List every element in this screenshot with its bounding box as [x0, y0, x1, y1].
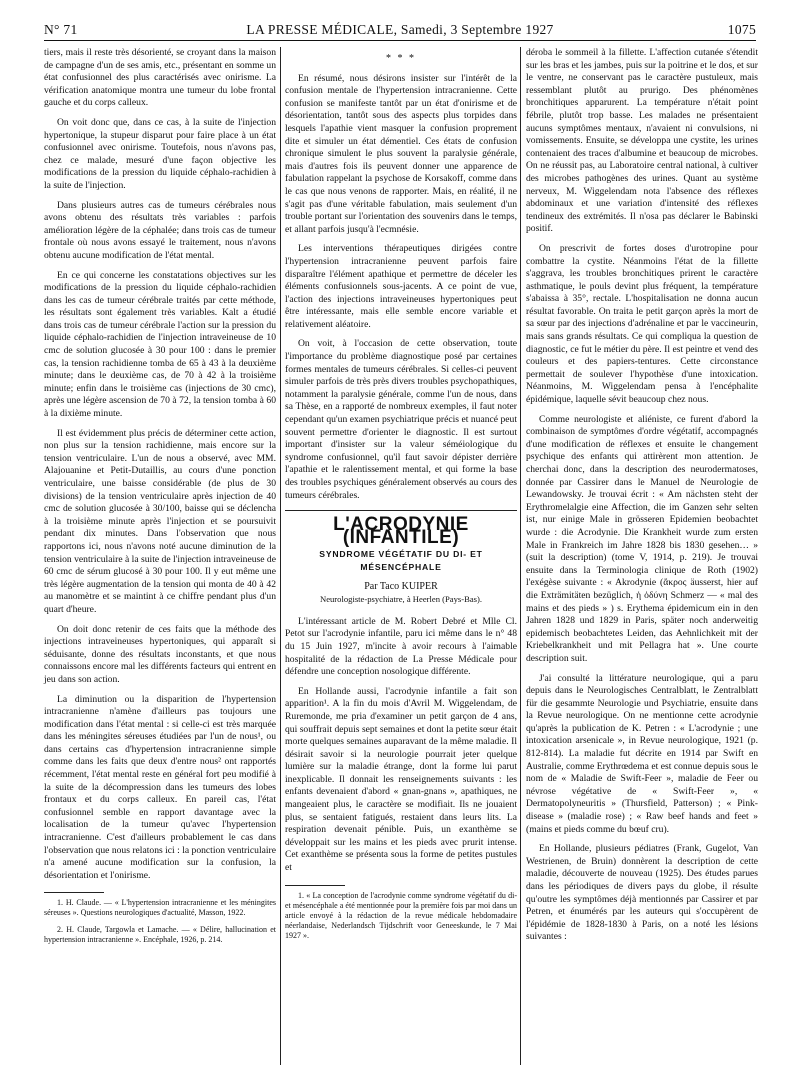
body-paragraph: Les interventions thérapeutiques dirigées contre l'hypertension intracranienne peuvent parfois faire disparaître l'élément apathique et permettre de déceler les éléments confusionnels sous-jacents. A ce point de vue, l'action des injections intraveineuses hypertoniques peut être intéressante, mais elle semble encore variable et relativement aléatoire.	[285, 243, 517, 330]
footnote: 2. H. Claude, Targowla et Lamache. — « Délire, hallucination et hypertension intracranienne ». Encéphale, 1926, p. 214.	[44, 925, 276, 945]
body-paragraph: Dans plusieurs autres cas de tumeurs cérébrales nous avons obtenu des résultats très variables : parfois amélioration légère de la céphalée; dans trois cas de tumeur frontale où nous avons essayé le traitement, nous n'avons obtenu aucune modification de l'état mental.	[44, 199, 276, 261]
column-divider	[520, 47, 521, 1065]
body-paragraph: J'ai consulté la littérature neurologique, qui a paru depuis dans le Neurologisches Centralblatt, le Zentralblatt für die gesammte Neurologie und Psychiatrie, ensuite dans la Revue neurologique. On ne mentionne cette acrodynie qu'après la publication de K. Petren : « L'acrodynie ; une intoxication arsenicale », in Revue neurologique, 1921 (p. 812-814). La maladie fut décrite en 1914 par Swift en Australie, comme Erythrœdema et est connue depuis sous le nom de « Maladie de Swift-Feer », maladie de Feer ou névrose végétative de « Swift-Feer », « Dermatopolyneuritis » (Thursfield, Patterson) ; « Pink-disease » (maladie rose) ; « Raw beef hands and feet » (mains et pieds comme du bœuf cru).	[526, 672, 758, 835]
body-paragraph: La diminution ou la disparition de l'hypertension intracranienne n'amène d'ailleurs pas toujours une modification dans l'état mental : si celle-ci est très marquée dans les méningites séreuses étudiées par l'un de nous¹, ou dans certains cas d'hypertension intracranienne simple comme dans les faits que deux d'entre nous² ont rapportés récemment, l'état mental reste en général fort peu modifié à la suite de la décompression dans les tumeurs des lobes frontaux et du corps calleux. En pareil cas, l'état confusionnel semble en rapport davantage avec la localisation de la tumeur qu'avec l'hypertension intracranienne. C'est d'ailleurs probablement le cas dans l'observation que nous relatons ici : la ponction ventriculaire n'a amené aucune modification sur la confusion, la désorientation et l'onirisme.	[44, 693, 276, 881]
body-paragraph: On prescrivit de fortes doses d'urotropine pour combattre la cystite. Néanmoins l'état de la fillette s'aggrava, les troubles bronchitiques prirent le caractère asthmatique, le pouls devint plus fréquent, la température s'abaissa à 35°, rectale. L'hospitalisation ne donna aucun résultat favorable. On traita le petit garçon après la mort de sa sœur par des injections d'adrénaline et par le vaccineurin, mais sans grands résultats. Ce qui compliqua la question de diagnostic, ce fut le métier du père. Il est peintre et vend des couleurs et des papiers-tentures. Cette circonstance permettait de soulever l'hypothèse d'une intoxication. Néanmoins, M. Wiggelendam pensa à l'encéphalite épidémique, laquelle sévit beaucoup chez nous.	[526, 242, 758, 406]
page-number: 1075	[727, 22, 756, 37]
journal-title: LA PRESSE MÉDICALE, Samedi, 3 Septembre 1927	[246, 22, 554, 37]
body-paragraph: En ce qui concerne les constatations objectives sur les modifications de la pression du liquide céphalo-rachidien dans les cas de tumeur cérébrale traités par cette méthode, les résultats sont également très variables. Kalt a étudié dans trois cas de tumeur cérébrale l'action sur la pression du liquide céphalo-rachidien de l'injection intraveineuse de 10 cmc de solution glucosée à 30 pour 100 : dans le premier cas, la tension rachidienne tomba de 65 à 43 à la deuxième minute; dans le deuxième cas, de 70 à 42 à la troisième minute; enfin dans le troisième cas (injections de 30 cmc), après une légère ascension de 70 à 72, la tension tomba à 60 à la dixième minute.	[44, 269, 276, 420]
author-affiliation: Neurologiste-psychiatre, à Heerlen (Pays-Bas).	[319, 594, 483, 605]
article-subtitle: SYNDROME VÉGÉTATIF DU DI- ET MÉSENCÉPHALE	[319, 549, 483, 572]
text-column-3	[526, 47, 758, 951]
footnote: 1. « La conception de l'acrodynie comme syndrome végétatif du di- et mésencéphale a été mentionnée pour la première fois par moi dans un article envoyé à la rédaction de la revue médicale hebdomadaire néerlandaise, Nederlandsch Tijdschrift voor Geneeskunde, le 7 Mai 1927 ».	[285, 890, 517, 940]
footnote-rule	[285, 885, 345, 886]
footnote: 1. H. Claude. — « L'hypertension intracranienne et les méningites séreuses ». Questions neurologiques d'actualité, Masson, 1922.	[44, 898, 276, 918]
body-paragraph: En résumé, nous désirons insister sur l'intérêt de la confusion mentale de l'hypertension intracranienne. Cette confusion se manifeste tantôt par un état d'onirisme et de désorientation, tantôt sous des aspects plus torpides dans lesquels l'apathie vient masquer la confusion proprement dite et simuler un état démentiel. Ces états de confusion chronique simulent le plus souvent la paralysie générale, mais d'autres fois ils peuvent donner une apparence de fabulation rappelant la psychose de Korsakoff, comme dans le cas que nous venons de rapporter. Mais, en réalité, il ne s'agit pas d'une véritable fabulation, mais seulement d'un trouble portant sur l'orientation des souvenirs dans le temps, et allant parfois jusqu'à l'ecmnésie.	[285, 72, 517, 235]
body-paragraph: En Hollande aussi, l'acrodynie infantile a fait son apparition¹. A la fin du mois d'Avril M. Wiggelendam, de Ruremonde, me pria d'examiner un petit garçon de 4 ans, qui souffrait depuis sept semaines et dont la petite sœur était morte quelques semaines auparavant de la même maladie. Il désirait savoir si la neurologie pourrait jeter quelque lumière sur la maladie étrange, dont la forme lui parut inexplicable. Il donnait les renseignements suivants : les enfants devenaient d'abord « gnan-gnans », apathiques, ne mangeaient plus, le caractère se modifiait. Ils ne jouaient plus, se sentaient fatigués, restaient dans leurs lits. La respiration devenait pénible. Puis, un exanthème se développait sur les mains et les pieds avec prurit intense. Cet exanthème se présenta sous la forme de petites pustules et	[285, 685, 517, 874]
body-paragraph: On doit donc retenir de ces faits que la méthode des injections intraveineuses hypertoniques, qui apparaît si séduisante, donne des résultats inconstants, et que nous connaissons encore mal les différents facteurs qui entrent en jeu dans son action.	[44, 623, 276, 685]
running-header	[44, 22, 756, 40]
text-column-2	[285, 47, 517, 948]
body-paragraph: Il est évidemment plus précis de déterminer cette action, non plus sur la tension rachidienne, mais encore sur la tension ventriculaire. L'un de nous a observé, avec MM. Alajouanine et Petit-Dutaillis, au cours d'une ponction ventriculaire, une baisse considérable (de plus de 30 divisions) de la tension ventriculaire après injection de 40 cmc de solution glucosée à 30/100, baisse qui se déclencha à la troisième minute après l'injection et se poursuivit pendant dix minutes. Dans l'observation que nous rapportons ici, nous n'avons noté aucune diminution de la tension ventriculaire à la suite de l'injection intraveineuse de 60 cmc de sérum glucosé à 30 pour 100. Il y eut même une très légère augmentation de la tension qui monta de 40 à 42 au manomètre et se maintint à ce chiffre pendant plus d'un quart d'heure.	[44, 427, 276, 615]
body-paragraph: Comme neurologiste et aliéniste, ce furent d'abord la combinaison de symptômes d'ordre végétatif, accompagnés d'une modification de réflexes et ensuite le changement psychique des enfants qui attirèrent mon attention. Je cherchai donc, dans la description des neurodermatoses, donnée par Cassirer dans le Manuel de Neurologie de Lewandowsky. Je trouvai écrit : « Am nächsten steht der Erythromelalgie eine Affection, die im Ganzen sehr selten ist, nur einige Male in grösseren Epidemien beobachtet wurde : die Acrodynie. Die Krankheit wurde zum ersten Male in Frankreich im Jahre 1828 bis 1830 gesehen… » (suit la description) (tome V, 1914, p. 219). Je trouvai ensuite dans la Terminologia clinique de Roth (1902) l'exégèse suivante : « Akrodynie (ἄκρος äusserst, hier auf die Exträmitäten bezüglich, ἡ ὀδύνη Schmerz — « mal des mains et des pieds » ) s. Erythema épidemicum ein in den Jahren 1828 und 1829 in Paris, später noch anderweitig epidemisch beobachtetes Leiden, das Aehnlichkeit mit der Kriebelkrankheit und mit Pellagra hat ». Une courte description suit.	[526, 413, 758, 664]
article-author: Par Taco KUIPER	[364, 580, 438, 592]
article-separator-rule	[285, 510, 517, 511]
footnote-rule	[44, 892, 104, 893]
body-paragraph: tiers, mais il reste très désorienté, se croyant dans la maison de campagne d'un de ses amis, etc., présentant en somme un état confusionnel des plus caractérisés avec onirisme. La vérification anatomique montra une tumeur du lobe frontal gauche et du corps calleux.	[44, 47, 276, 109]
column-divider	[280, 47, 281, 1065]
body-paragraph: En Hollande, plusieurs pédiatres (Frank, Gugelot, Van Westrienen, de Bruin) donnèrent la description de cette maladie, découverte de nouveau (1925). Des études parues dans les périodiques de divers pays du globe, il résulte qu'outre les symptômes déjà mentionnés par Cassirer et par Petren, et énumérés par les auteurs qui s'occupèrent de l'épidémie de 1828-1830 à Paris, on a noté les lésions suivantes :	[526, 843, 758, 943]
section-separator: * * *	[386, 53, 416, 64]
body-paragraph: déroba le sommeil à la fillette. L'affection cutanée s'étendit sur les bras et les jambes, puis sur la poitrine et le dos, et sur le ventre, ne conservant pas le caractère pustuleux, mais ressemblant plutôt au prurigo. Des phénomènes bronchitiques apparurent. La température n'était point fébrile, plutôt trop basse. Les malades ne présentaient aucuns symptômes mentaux, n'avaient ni convulsions, ni vomissements. Ensuite, se développa une cystite, les urines contenaient des traces d'albumine et beaucoup de microbes. On ne réussit pas, au Laboratoire central national, à cultiver des microbes pathogènes des urines. Quant au système nerveux, M. Wiggelendam nota l'absence des réflexes abdominaux et une variation d'intensité des réflexes tendineux des extrémités. Il n'osa pas déclarer le Babinski positif.	[526, 47, 758, 235]
body-paragraph: On voit, à l'occasion de cette observation, toute l'importance du problème diagnostique posé par certaines formes mentales de tumeurs cérébrales. Si celles-ci peuvent simuler parfois de très près divers troubles psychopathiques, notamment la paralysie générale, comme l'un de nous, dans sa Thèse, en a rapporté de nombreux exemples, il faut noter cependant qu'un examen psychiatrique précis et nuancé peut souvent permettre d'orienter le diagnostic. Il est surtout important d'insister sur la valeur séméiologique du syndrome confusionnel, qu'il faut savoir dépister derrière l'apathie et le ralentissement mental, et qui forme la base des troubles psychiques généralement observés au cours des tumeurs cérébrales.	[285, 338, 517, 501]
article-title: L'ACRODYNIE (INFANTILE)	[333, 514, 469, 548]
issue-number: N° 71	[44, 22, 78, 37]
text-column-1	[44, 47, 276, 952]
header-rule	[44, 40, 756, 41]
body-paragraph: On voit donc que, dans ce cas, à la suite de l'injection hypertonique, la stupeur disparut pour faire place à un état confusionnel avec onirisme. Toutefois, nous n'avons pas, chez ce malade, mesuré d'une façon objective les modifications de la pression du liquide céphalo-rachidien à la suite de l'injection.	[44, 116, 276, 191]
body-paragraph: L'intéressant article de M. Robert Debré et Mlle Cl. Petot sur l'acrodynie infantile, paru ici même dans le n° 48 du 15 Juin 1927, m'incite à avoir recours à l'aimable hospitalité de la rédaction de La Presse Médicale pour défendre une conception nosologique différente.	[285, 615, 517, 678]
